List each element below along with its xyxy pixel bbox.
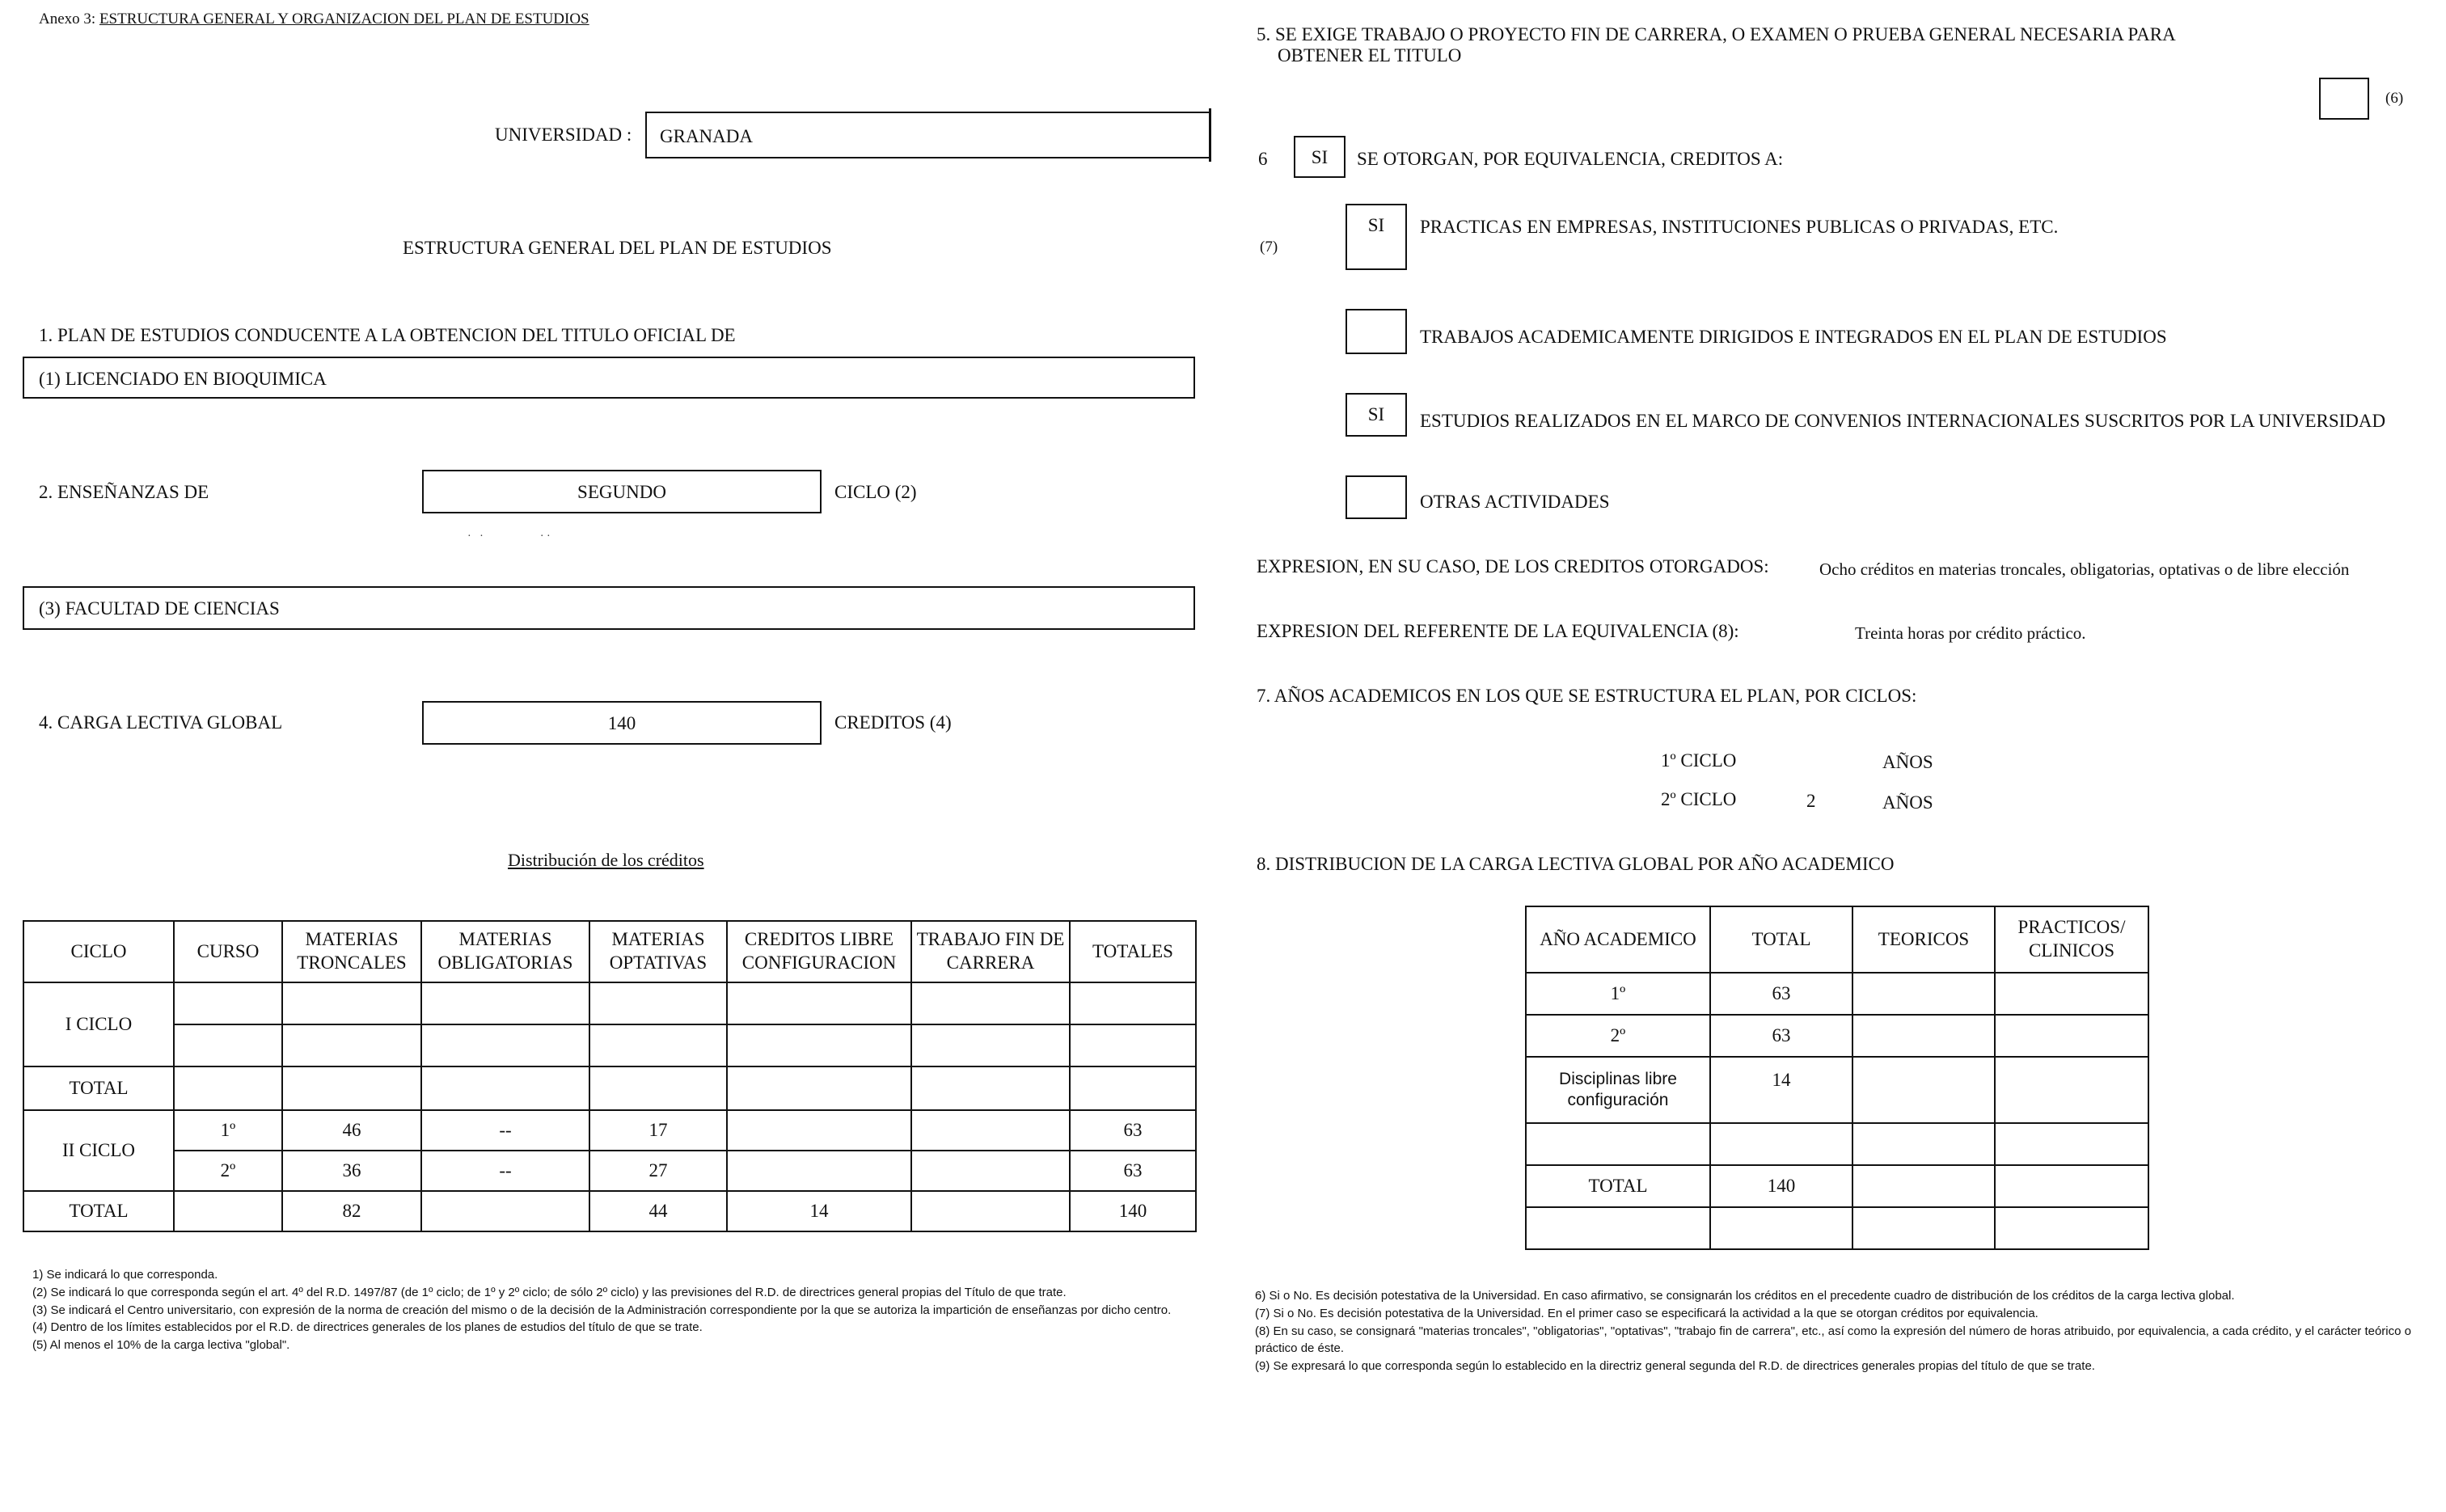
troncales-cell: 82 — [282, 1191, 421, 1231]
ciclo-value: SEGUNDO — [577, 482, 666, 502]
item-label-estudios: ESTUDIOS REALIZADOS EN EL MARCO DE CONVENIOS INTERNACIONALES SUSCRITOS POR LA UNIVERSIDAD — [1420, 411, 2386, 431]
obligatorias-cell: -- — [421, 1151, 589, 1191]
s2-suffix: CICLO (2) — [834, 482, 917, 502]
header-cell: AÑO ACADEMICO — [1526, 906, 1710, 973]
header-cell: MATERIAS OBLIGATORIAS — [421, 921, 589, 982]
s5-line2: OBTENER EL TITULO — [1278, 45, 1462, 65]
anio-cell — [1526, 1123, 1710, 1165]
titulo-field — [23, 357, 1195, 399]
item-label-otras: OTRAS ACTIVIDADES — [1420, 492, 1610, 512]
s7-label: 7. AÑOS ACADEMICOS EN LOS QUE SE ESTRUCTURA EL PLAN, POR CICLOS: — [1257, 686, 1917, 706]
table-row — [1526, 1057, 2148, 1123]
table-row — [23, 1024, 1196, 1066]
total-cell: 14 — [1710, 1057, 1852, 1123]
optativas-cell: 17 — [589, 1110, 727, 1151]
footnote: 6) Si o No. Es decisión potestativa de la Universidad. En caso afirmativo, se consignarán los créditos en el precedente cuadro de distribución de los créditos de la carga lectiva global. — [1255, 1289, 2235, 1303]
anio-cell — [1526, 1207, 1710, 1249]
footnote: (7) Si o No. Es decisión potestativa de la Universidad. En el primer caso se especificará la actividad a la que se otorgan créditos por equivalencia. — [1255, 1306, 2038, 1320]
total1-cell: TOTAL — [23, 1066, 174, 1110]
distribucion-title: Distribución de los créditos — [508, 850, 704, 870]
header-cell: TOTALES — [1070, 921, 1196, 982]
footnote: (8) En su caso, se consignará "materias troncales", "obligatorias", "optativas", "trabajo fin de carrera", etc., así como la expresión del número de horas atribuido, por equivalencia, a cada crédito, y el carácter teórico o práctico de éste. — [1255, 1324, 2411, 1356]
footnote: (9) Se expresará lo que corresponda según lo establecido en la directriz general segunda del R.D. de directrices generales propias del título de que se trate. — [1255, 1359, 2095, 1373]
universidad-value: GRANADA — [660, 126, 753, 146]
expresion-label: EXPRESION, EN SU CASO, DE LOS CREDITOS OTORGADOS: — [1257, 556, 1769, 577]
s5-line1: 5. SE EXIGE TRABAJO O PROYECTO FIN DE CARRERA, O EXAMEN O PRUEBA GENERAL NECESARIA PARA — [1257, 24, 2176, 44]
total-cell: 140 — [1710, 1165, 1852, 1207]
header-cell: TOTAL — [1710, 906, 1852, 973]
carga-anual-table — [1525, 906, 2149, 1250]
facultad-value: (3) FACULTAD DE CIENCIAS — [39, 598, 280, 619]
header-cell: CREDITOS LIBRE CONFIGURACION — [727, 921, 911, 982]
ciclo2-years: 2 — [1806, 791, 1816, 811]
universidad-label: UNIVERSIDAD : — [495, 125, 632, 145]
optativas-cell: 27 — [589, 1151, 727, 1191]
footnote: (3) Se indicará el Centro universitario, con expresión de la norma de creación del mismo o de la decisión de la Administración correspondiente por la que se autoriza la impartición de enseñanzas por dicho centro. — [32, 1303, 1172, 1317]
table-row — [1526, 1123, 2148, 1165]
total-cell — [1710, 1123, 1852, 1165]
item-box-practicas: SI — [1346, 204, 1407, 270]
ciclo2-unit: AÑOS — [1882, 792, 1933, 813]
s5-note-ref: (6) — [2385, 90, 2404, 107]
curso-cell: 2º — [174, 1151, 282, 1191]
s4-label: 4. CARGA LECTIVA GLOBAL — [39, 712, 283, 733]
footnote: (2) Se indicará lo que corresponda según el art. 4º del R.D. 1497/87 (de 1º ciclo; de 1º y 2º ciclo; de sólo 2º ciclo) y las previsiones del R.D. de directrices general propias del Título de que trate. — [32, 1285, 1067, 1299]
table-row — [1526, 1165, 2148, 1207]
footnote: (5) Al menos el 10% de la carga lectiva "global". — [32, 1338, 290, 1352]
total-cell: 63 — [1710, 973, 1852, 1015]
total2-cell: TOTAL — [23, 1191, 174, 1231]
table-header-row — [1526, 906, 2148, 973]
footnotes-left — [32, 1266, 1213, 1354]
ciclo1-cell: I CICLO — [23, 982, 174, 1066]
header-cell: CURSO — [174, 921, 282, 982]
referente-value: Treinta horas por crédito práctico. — [1855, 623, 2086, 643]
estructura-title: ESTRUCTURA GENERAL DEL PLAN DE ESTUDIOS — [403, 238, 832, 258]
s2-label: 2. ENSEÑANZAS DE — [39, 482, 209, 502]
anio-cell: 2º — [1526, 1015, 1710, 1057]
obligatorias-cell: -- — [421, 1110, 589, 1151]
header-cell: TEORICOS — [1852, 906, 1995, 973]
expresion-value: Ocho créditos en materias troncales, obligatorias, optativas o de libre elección — [1819, 560, 2350, 579]
table-row — [23, 1151, 1196, 1191]
facultad-field — [23, 586, 1195, 630]
item-label-trabajos: TRABAJOS ACADEMICAMENTE DIRIGIDOS E INTEGRADOS EN EL PLAN DE ESTUDIOS — [1420, 327, 2167, 347]
trabajo-cell — [911, 1110, 1070, 1151]
carga-value: 140 — [607, 713, 636, 733]
header-cell: PRACTICOS/ CLINICOS — [1995, 906, 2148, 973]
s6-number: 6 — [1258, 149, 1268, 169]
referente-label: EXPRESION DEL REFERENTE DE LA EQUIVALENCIA (8): — [1257, 621, 1739, 641]
libre-cell — [727, 1151, 911, 1191]
totales-cell: 63 — [1070, 1151, 1196, 1191]
total-cell: 63 — [1710, 1015, 1852, 1057]
anio-cell: TOTAL — [1526, 1165, 1710, 1207]
table-row — [23, 1110, 1196, 1151]
ciclo-field — [422, 470, 822, 513]
scan-specks: · · · · — [467, 530, 551, 543]
libre-cell — [727, 1110, 911, 1151]
s5-answer-box — [2319, 78, 2369, 120]
ciclo1-label: 1º CICLO — [1661, 750, 1737, 771]
anio-cell: Disciplinas libre configuración — [1526, 1057, 1710, 1123]
anio-cell: 1º — [1526, 973, 1710, 1015]
trabajo-cell — [911, 1151, 1070, 1191]
distribucion-table — [23, 920, 1197, 1232]
header-cell: MATERIAS OPTATIVAS — [589, 921, 727, 982]
ciclo1-unit: AÑOS — [1882, 752, 1933, 772]
footnote: (4) Dentro de los límites establecidos por el R.D. de directrices generales de los planes de estudios del título de que se trate. — [32, 1320, 703, 1335]
table-row — [1526, 1207, 2148, 1249]
curso-cell: 1º — [174, 1110, 282, 1151]
item-box-otras — [1346, 475, 1407, 519]
universidad-field — [645, 112, 1211, 158]
troncales-cell: 36 — [282, 1151, 421, 1191]
ciclo2-cell: II CICLO — [23, 1110, 174, 1191]
s6-ref: (7) — [1260, 239, 1278, 256]
total-cell — [1710, 1207, 1852, 1249]
s6-answer-box: SI — [1294, 136, 1346, 178]
header-cell: TRABAJO FIN DE CARRERA — [911, 921, 1070, 982]
table-header-row — [23, 921, 1196, 982]
item-label-practicas: PRACTICAS EN EMPRESAS, INSTITUCIONES PUBLICAS O PRIVADAS, ETC. — [1420, 217, 2059, 237]
item-box-trabajos — [1346, 309, 1407, 354]
s6-label: SE OTORGAN, POR EQUIVALENCIA, CREDITOS A: — [1357, 149, 1784, 169]
annex-header — [39, 11, 589, 28]
table-row — [23, 1191, 1196, 1231]
field-edge-mark — [1209, 108, 1211, 162]
s4-suffix: CREDITOS (4) — [834, 712, 952, 733]
footnote: 1) Se indicará lo que corresponda. — [32, 1268, 218, 1282]
document-title: ESTRUCTURA GENERAL Y ORGANIZACION DEL PLAN DE ESTUDIOS — [99, 11, 589, 27]
s1-label: 1. PLAN DE ESTUDIOS CONDUCENTE A LA OBTENCION DEL TITULO OFICIAL DE — [39, 325, 736, 345]
ciclo2-label: 2º CICLO — [1661, 789, 1737, 809]
carga-field — [422, 701, 822, 745]
table-row — [1526, 1015, 2148, 1057]
totales-cell: 140 — [1070, 1191, 1196, 1231]
footnotes-right — [1255, 1287, 2435, 1375]
troncales-cell: 46 — [282, 1110, 421, 1151]
table-row — [23, 1066, 1196, 1110]
optativas-cell: 44 — [589, 1191, 727, 1231]
header-cell: MATERIAS TRONCALES — [282, 921, 421, 982]
s8-label: 8. DISTRIBUCION DE LA CARGA LECTIVA GLOBAL POR AÑO ACADEMICO — [1257, 854, 1895, 874]
item-box-estudios: SI — [1346, 393, 1407, 437]
titulo-value: (1) LICENCIADO EN BIOQUIMICA — [39, 369, 327, 389]
table-row — [1526, 973, 2148, 1015]
libre-cell: 14 — [727, 1191, 911, 1231]
annex-label: Anexo 3: — [39, 11, 96, 27]
totales-cell: 63 — [1070, 1110, 1196, 1151]
table-row — [23, 982, 1196, 1024]
header-cell: CICLO — [23, 921, 174, 982]
